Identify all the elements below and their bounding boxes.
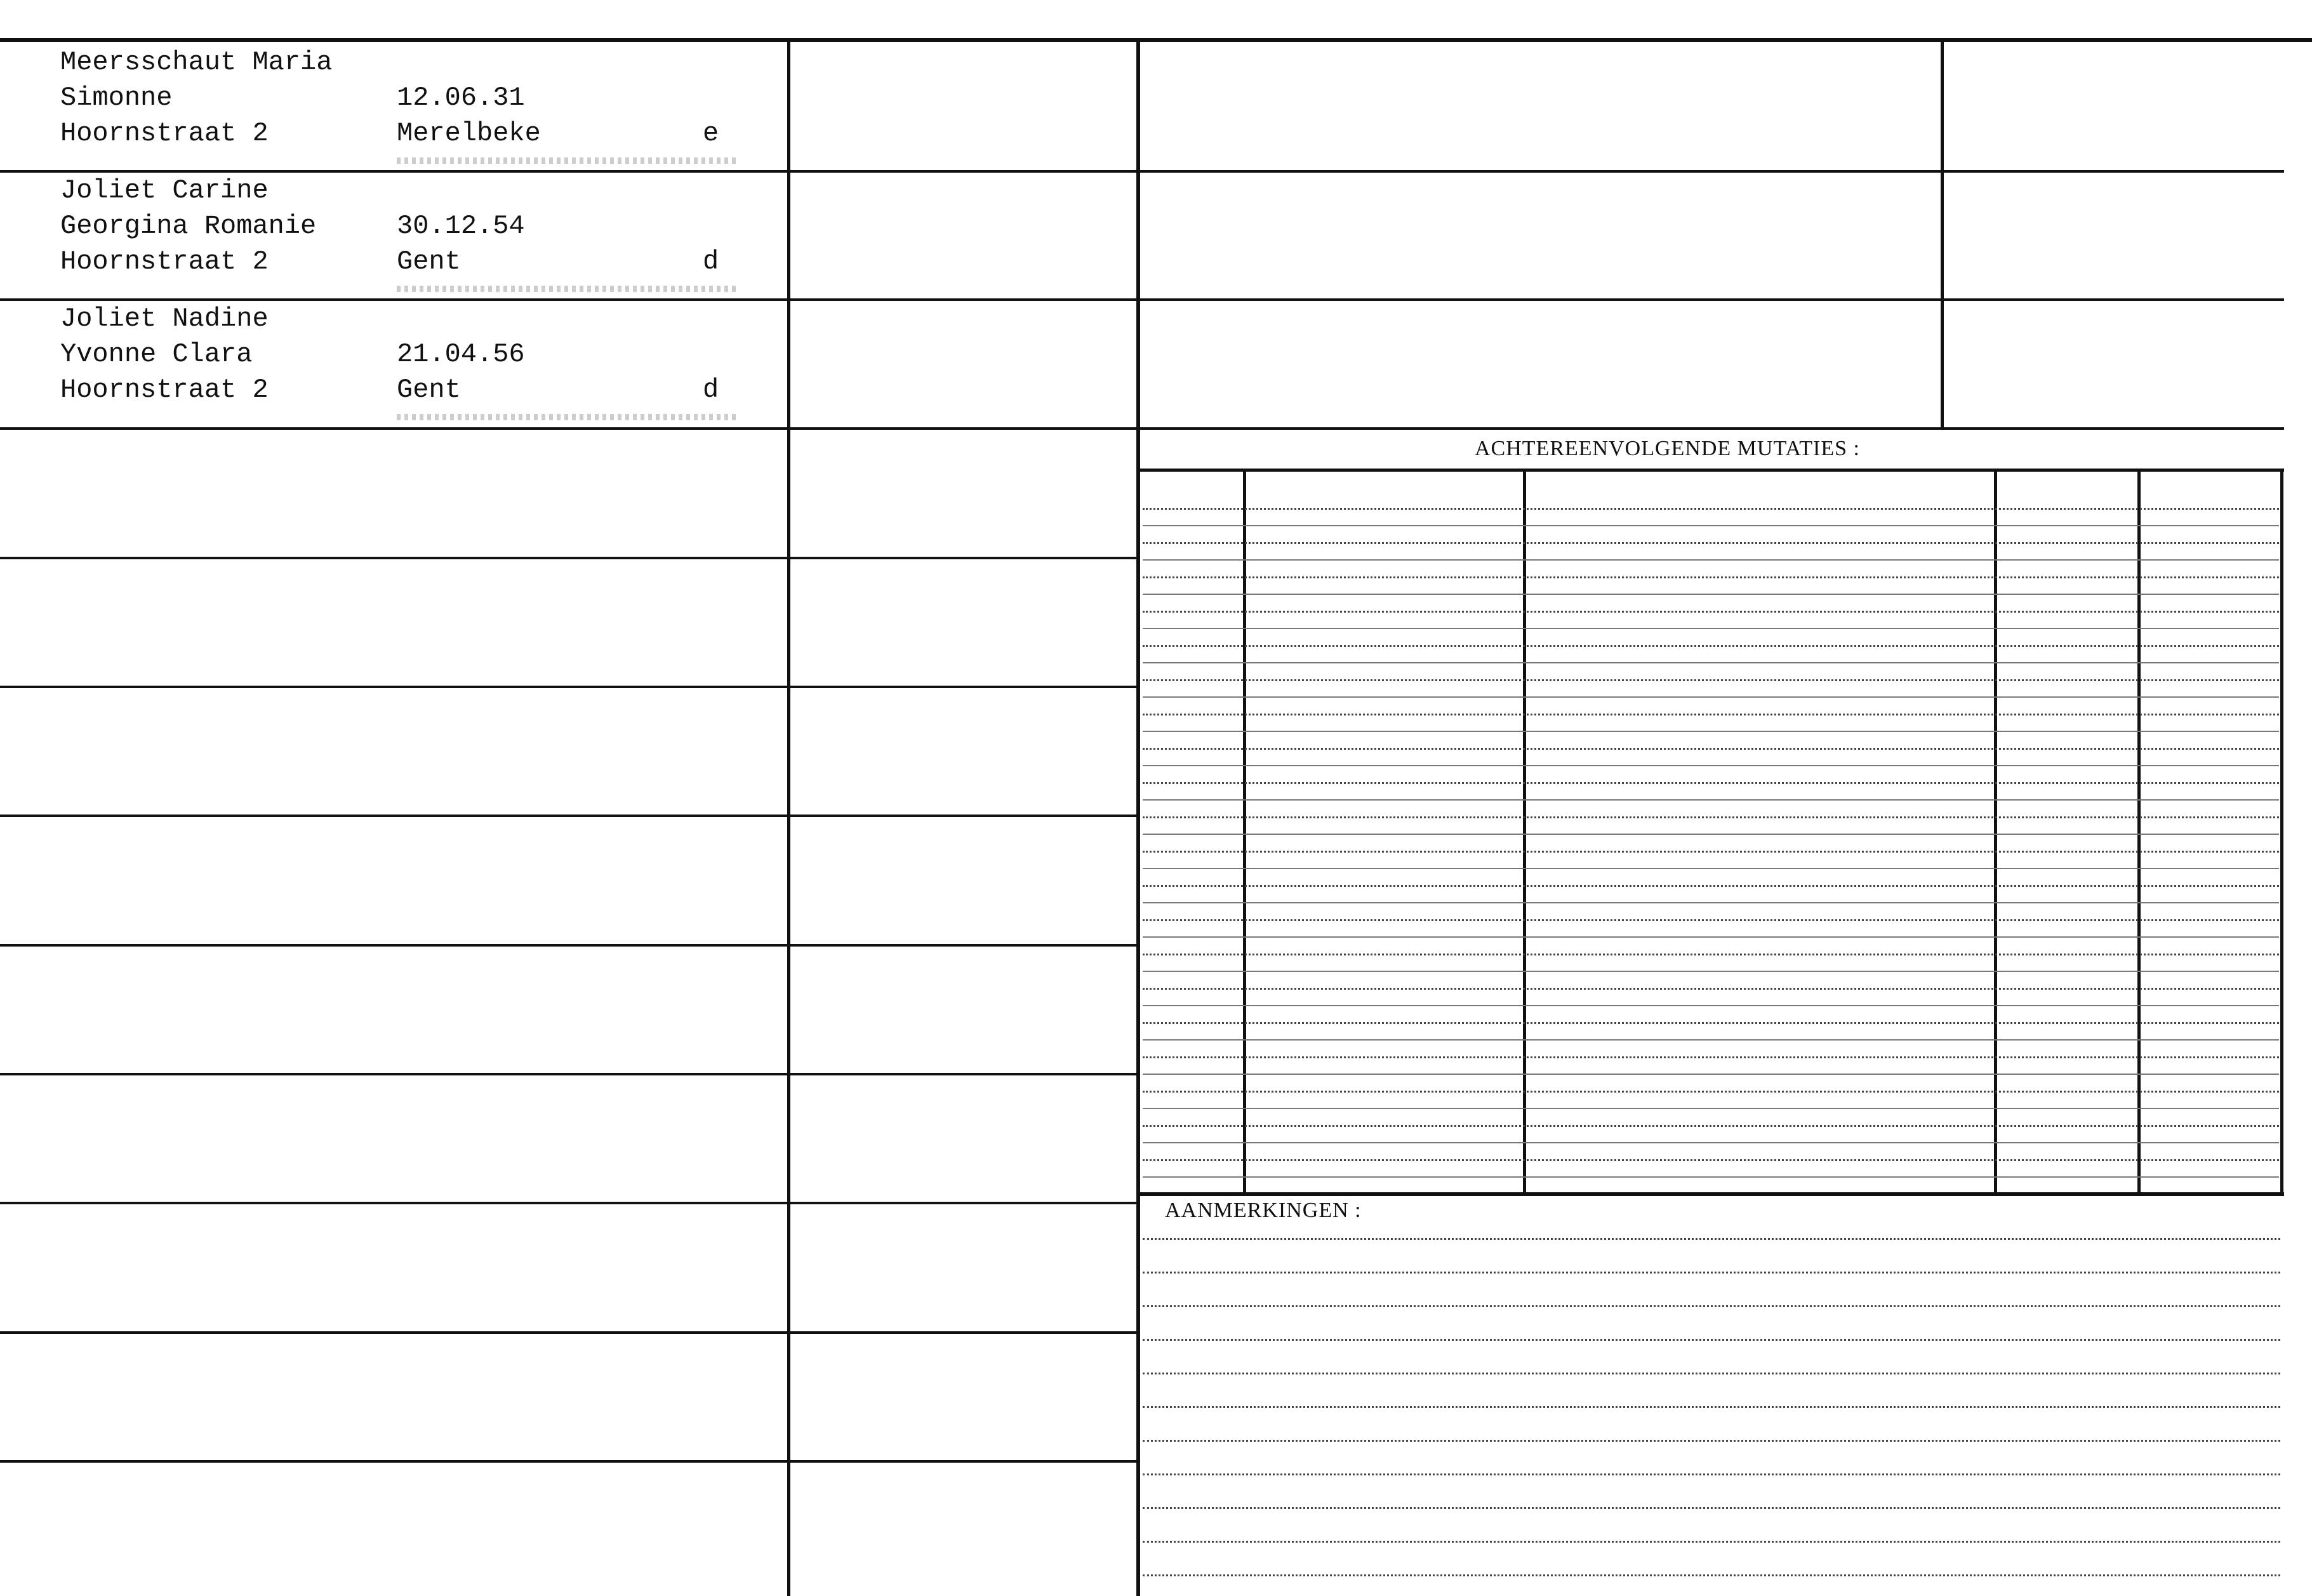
- record-name-line2: Simonne: [60, 83, 173, 113]
- record-birth: 21.04.56 Gent: [397, 339, 525, 405]
- mutation-ruled-line: [1143, 1005, 2279, 1006]
- mutation-ruled-line: [1143, 559, 2279, 561]
- faded-stamp-line: [397, 157, 740, 164]
- record-address: Hoornstraat 2: [60, 246, 269, 277]
- record-birth: 30.12.54 Gent: [397, 211, 525, 277]
- mutation-ruled-line: [1143, 1125, 2279, 1127]
- remarks-header: AANMERKINGEN :: [1165, 1199, 1362, 1222]
- mutation-ruled-line: [1143, 1176, 2279, 1178]
- mutation-ruled-line: [1143, 594, 2279, 595]
- row-line: [0, 1460, 1136, 1463]
- mutations-top-border: [1140, 469, 2284, 472]
- row-line: [0, 1202, 1136, 1204]
- person-record: [60, 44, 719, 151]
- mutation-ruled-line: [1143, 645, 2279, 647]
- mutation-ruled-line: [1143, 851, 2279, 853]
- right-row-line: [1140, 170, 2284, 173]
- remark-ruled-line: [1143, 1507, 2280, 1509]
- mutation-ruled-line: [1143, 782, 2279, 784]
- mutations-bottom-border: [1140, 1192, 2284, 1196]
- mutations-col-divider: [1523, 470, 1526, 1194]
- remark-ruled-line: [1143, 1406, 2280, 1408]
- mutation-ruled-line: [1143, 988, 2279, 990]
- remark-ruled-line: [1143, 1339, 2280, 1341]
- mutation-ruled-line: [1143, 628, 2279, 629]
- mutation-ruled-line: [1143, 816, 2279, 818]
- record-address: Hoornstraat 2: [60, 375, 269, 405]
- remark-ruled-line: [1143, 1440, 2280, 1442]
- record-code: d: [703, 246, 719, 277]
- row-line: [0, 427, 1136, 430]
- row-line: [0, 815, 1136, 817]
- row-line: [0, 1331, 1136, 1334]
- mutation-ruled-line: [1143, 1159, 2279, 1161]
- mutation-ruled-line: [1143, 525, 2279, 526]
- mutations-header: ACHTEREENVOLGENDE MUTATIES :: [1475, 437, 1860, 460]
- mutation-ruled-line: [1143, 1074, 2279, 1075]
- mutation-ruled-line: [1143, 765, 2279, 766]
- mutation-ruled-line: [1143, 508, 2279, 510]
- right-upper-divider: [1941, 38, 1944, 429]
- mutation-ruled-line: [1143, 1022, 2279, 1024]
- mutation-ruled-line: [1143, 1091, 2279, 1093]
- remark-ruled-line: [1143, 1272, 2280, 1273]
- mutation-ruled-line: [1143, 799, 2279, 801]
- remark-ruled-line: [1143, 1473, 2280, 1475]
- mutation-ruled-line: [1143, 1056, 2279, 1058]
- top-border: [0, 38, 2312, 42]
- mutation-ruled-line: [1143, 679, 2279, 681]
- faded-stamp-line: [397, 414, 740, 420]
- mutation-ruled-line: [1143, 919, 2279, 921]
- mutations-col-divider: [1243, 470, 1246, 1194]
- mutation-ruled-line: [1143, 936, 2279, 938]
- mutation-ruled-line: [1143, 902, 2279, 903]
- record-name-line2: Georgina Romanie: [60, 211, 317, 241]
- mutation-ruled-line: [1143, 714, 2279, 715]
- mutation-ruled-line: [1143, 611, 2279, 613]
- row-line: [0, 686, 1136, 688]
- mutation-ruled-line: [1143, 954, 2279, 955]
- row-line: [0, 944, 1136, 947]
- record-name-line1: Joliet Nadine: [60, 303, 269, 334]
- mutation-ruled-line: [1143, 1039, 2279, 1041]
- record-name-line2: Yvonne Clara: [60, 339, 253, 369]
- record-name-line1: Meersschaut Maria: [60, 47, 333, 77]
- row-line: [0, 1073, 1136, 1075]
- left-column-divider: [787, 38, 790, 1596]
- person-record: [60, 301, 719, 408]
- remark-ruled-line: [1143, 1574, 2280, 1576]
- mutation-ruled-line: [1143, 868, 2279, 869]
- mutation-ruled-line: [1143, 748, 2279, 750]
- mutations-col-divider: [1994, 470, 1997, 1194]
- mutation-ruled-line: [1143, 834, 2279, 835]
- right-row-line: [1140, 298, 2284, 301]
- remark-ruled-line: [1143, 1238, 2280, 1240]
- record-code: e: [703, 118, 719, 149]
- mutation-ruled-line: [1143, 696, 2279, 698]
- mutations-right-border: [2280, 470, 2283, 1194]
- mutation-ruled-line: [1143, 542, 2279, 544]
- mutation-ruled-line: [1143, 731, 2279, 732]
- faded-stamp-line: [397, 286, 740, 292]
- record-code: d: [703, 375, 719, 405]
- mutation-ruled-line: [1143, 1108, 2279, 1109]
- mutation-ruled-line: [1143, 885, 2279, 887]
- right-row-line: [1140, 427, 2284, 430]
- record-name-line1: Joliet Carine: [60, 175, 269, 206]
- center-divider: [1136, 38, 1140, 1596]
- person-record: [60, 173, 719, 279]
- remark-ruled-line: [1143, 1373, 2280, 1374]
- mutation-ruled-line: [1143, 576, 2279, 578]
- remark-ruled-line: [1143, 1305, 2280, 1307]
- mutation-ruled-line: [1143, 971, 2279, 972]
- row-line: [0, 557, 1136, 559]
- remark-ruled-line: [1143, 1541, 2280, 1543]
- record-birth: 12.06.31 Merelbeke: [397, 83, 541, 149]
- mutation-ruled-line: [1143, 662, 2279, 663]
- mutation-ruled-line: [1143, 1142, 2279, 1143]
- record-address: Hoornstraat 2: [60, 118, 269, 149]
- mutations-col-divider: [2137, 470, 2141, 1194]
